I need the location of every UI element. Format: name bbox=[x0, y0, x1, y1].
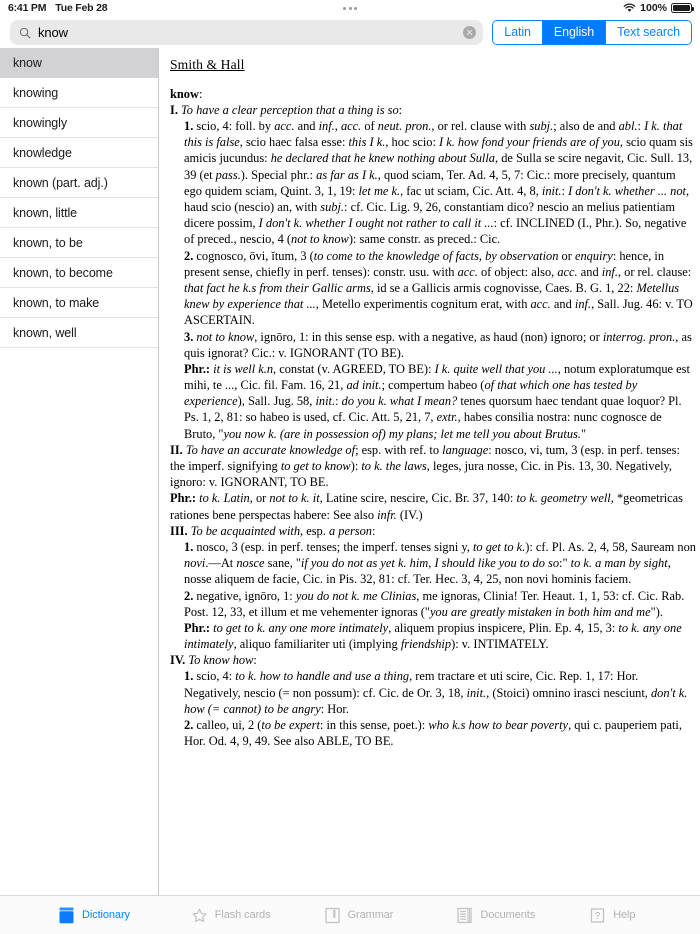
entry-body bbox=[170, 86, 696, 750]
sidebar-item-knowingly[interactable] bbox=[0, 108, 158, 138]
content-area bbox=[0, 48, 700, 895]
entry-block: 2. negative, ignōro, 1: you do not k. me Clinias, me ignoras, Clinia! Ter. Heaut. 1, 1, 53: cf. Cic. Rab. Post. 12, 33, et illum et me vehementer ignoras ("you are greatly mistaken in both him and me"). bbox=[184, 588, 685, 619]
sidebar-item-label: known, to become bbox=[13, 265, 113, 280]
sidebar-item-know[interactable] bbox=[0, 48, 158, 78]
entry-block: 1. scio, 4: to k. how to handle and use a thing, rem tractare et uti scire, Cic. Rep. 1, 17: Hor. Negatively, nescio (= non possum): cf. Cic. de Or. 3, 18, init., (Stoici) omnino irasci nesciunt, don't k. how (= cannot) to be angry: Hor. bbox=[184, 669, 688, 716]
search-icon bbox=[19, 26, 31, 38]
sidebar-item-known-well[interactable] bbox=[0, 318, 158, 348]
entry-headword: know: bbox=[170, 86, 203, 101]
entry-block: Phr.: to k. Latin, or not to k. it, Latine scire, nescire, Cic. Br. 37, 140: to k. geometry well, *geometricas rationes bene perspectas habere: See also infr. (IV.) bbox=[170, 491, 684, 522]
entry-block: 3. not to know, ignōro, 1: in this sense esp. with a negative, as haud (non) ignoro; or interrog. pron., as quis ignorat? Cic.: v. IGNORANT (TO BE). bbox=[184, 329, 692, 360]
sidebar-item-known-to-make[interactable] bbox=[0, 288, 158, 318]
status-bar-left bbox=[8, 2, 107, 14]
search-scope-segmented-control[interactable] bbox=[492, 20, 692, 45]
battery-full-icon bbox=[671, 3, 692, 13]
sidebar-item-label: known, little bbox=[13, 205, 78, 220]
entry-panel bbox=[159, 48, 700, 895]
sidebar-item-label: known, to make bbox=[13, 295, 100, 310]
entry-block: 2. calleo, ui, 2 (to be expert: in this sense, poet.): who k.s how to bear poverty, qui c. pauperiem pati, Hor. Od. 4, 9, 49. See also ABLE, TO BE. bbox=[184, 718, 682, 749]
entry-block: Phr.: to get to k. any one more intimately, aliquem propius inspicere, Plin. Ep. 4, 15, 3: to k. any one intimately, aliquo familiariter uti (implying friendship): v. INTIMATELY. bbox=[184, 620, 682, 652]
sidebar-item-known-little[interactable] bbox=[0, 198, 158, 228]
status-bar bbox=[0, 0, 700, 16]
entry-block: IV. To know how: bbox=[170, 653, 257, 668]
status-bar-right bbox=[623, 2, 692, 14]
more-dots-icon bbox=[343, 7, 357, 10]
sidebar-item-label: knowledge bbox=[13, 145, 72, 160]
document-lines-icon bbox=[456, 906, 473, 925]
entry-block: 1. nosco, 3 (esp. in perf. tenses; the imperf. tenses signi y, to get to k.): cf. Pl. As. 2, 4, 58, Sauream non novi.—At nosce sane, "if you do not as yet k. him, I should like you to do so:" to k. a man by sight, nosse aliquem de facie, Cic. in Pis. 32, 81: cf. Ter. Hec. 3, 4, 25, non novi hominis faciem. bbox=[184, 539, 696, 587]
tab-grammar[interactable] bbox=[284, 906, 417, 925]
question-mark-icon bbox=[589, 906, 606, 925]
sidebar-item-knowing[interactable] bbox=[0, 78, 158, 108]
tab-dictionary[interactable] bbox=[18, 906, 151, 925]
sidebar-item-label: known, to be bbox=[13, 235, 83, 250]
sidebar-item-known-part-adj[interactable] bbox=[0, 168, 158, 198]
tab-help-label: Help bbox=[613, 909, 636, 921]
battery-percent: 100% bbox=[640, 2, 667, 14]
open-book-icon bbox=[324, 906, 341, 925]
segment-latin[interactable]: Latin bbox=[493, 21, 543, 44]
entry-block: III. To be acquainted with, esp. a person: bbox=[170, 523, 376, 538]
tab-grammar-label: Grammar bbox=[347, 909, 394, 921]
tab-documents[interactable] bbox=[416, 906, 549, 925]
star-icon bbox=[191, 906, 208, 925]
clear-circle-icon[interactable] bbox=[463, 26, 476, 39]
search-value: know bbox=[38, 24, 68, 40]
tab-bar bbox=[0, 895, 700, 934]
sidebar-item-label: knowingly bbox=[13, 115, 67, 130]
sidebar-item-label: know bbox=[13, 55, 42, 70]
headword-list[interactable] bbox=[0, 48, 159, 895]
wifi-icon bbox=[623, 3, 636, 13]
sidebar-item-label: known, well bbox=[13, 325, 77, 340]
tab-flash-cards-label: Flash cards bbox=[214, 909, 271, 921]
segment-english[interactable]: English bbox=[543, 21, 606, 44]
sidebar-item-knowledge[interactable] bbox=[0, 138, 158, 168]
dictionary-source-link[interactable]: Smith & Hall bbox=[170, 57, 245, 72]
status-time: 6:41 PM bbox=[8, 2, 47, 14]
svg-text:?: ? bbox=[594, 910, 601, 922]
entry-block: I. To have a clear perception that a thing is so: bbox=[170, 102, 403, 117]
tab-flash-cards[interactable] bbox=[151, 906, 284, 925]
entry-block: Phr.: it is well k.n, constat (v. AGREED, TO BE): I k. quite well that you ..., notum exploratumque est mihi, te ..., Cic. fil. Fam. 16, 21, ad init.; compertum habeo (of that which one has tested by experience), Sall. Jug. 58, init.: do you k. what I mean? tenes quorsum haec tendant quae loquor? Pl. Ps. 1, 2, 81: so habeo is used, cf. Cic. Att. 5, 21, 7, extr., habes consilia nostra: nunc cognosce de Bruto, "you now k. (are in possession of) my plans; let me tell you about Brutus." bbox=[184, 361, 690, 441]
dictionary-book-icon bbox=[58, 906, 75, 925]
sidebar-item-known-to-become[interactable] bbox=[0, 258, 158, 288]
entry-block: 2. cognosco, ōvi, ĭtum, 3 (to come to the knowledge of facts, by observation or enquiry: hence, in present sense, chiefly in perf. tenses): constr. usu. with acc. of object: also, acc. and inf., or rel. clause: that fact he k.s from their Gallic arms, id se a Gallicis armis cognovisse, Caes. B. G. 1, 22: Metellus knew by experience that ..., Metello experimentis cognitum erat, with acc. and inf., Sall. Jug. 46: v. TO ASCERTAIN. bbox=[184, 248, 693, 328]
entry-block: 1. scio, 4: foll. by acc. and inf., acc. of neut. pron., or rel. clause with subj.; also de and abl.: I k. that this is false, scio haec falsa esse: this I k., hoc scio: I k. how fond your friends are of you, scio quam sis amicis jucundus: he declared that he knew nothing about Sulla, de Sulla se scire negavit, Cic. Sull. 13, 39 (et pass.). Special phr.: as far as I k., quod sciam, Ter. Ad. 4, 5, 7: Cic.: more precisely, quantum ego quidem sciam, Quint. 3, 1, 19: let me k., fac ut sciam, Cic. Att. 4, 8, init.: I don't k. whether ... not, haud scio (nescio) an, with subj.: cf. Cic. Lig. 9, 26, constantiam dico? nescio an melius patientiam dicere possim, I don't k. whether I ought not rather to call it ...: cf. INCLINED (I., Phr.). So, negative of preced., nescio, 4 (not to know): same constr. as preced.: Cic. bbox=[184, 119, 693, 247]
sidebar-item-known-to-be[interactable] bbox=[0, 228, 158, 258]
tab-help[interactable] bbox=[549, 906, 682, 925]
search-row bbox=[0, 16, 700, 48]
segment-text-search[interactable]: Text search bbox=[606, 21, 691, 44]
tab-dictionary-label: Dictionary bbox=[82, 909, 130, 921]
search-input[interactable] bbox=[10, 20, 483, 45]
entry-block: II. To have an accurate knowledge of; esp. with ref. to language: nosco, vi, tum, 3 (esp. in perf. tenses: the imperf. signifying to get to know): to k. the laws, leges, jura nosse, Cic. in Pis. 13, 30. Negatively, ignoro: v. IGNORANT, TO BE. bbox=[170, 442, 680, 490]
tab-documents-label: Documents bbox=[480, 909, 536, 921]
status-date: Tue Feb 28 bbox=[55, 2, 108, 14]
sidebar-item-label: known (part. adj.) bbox=[13, 175, 108, 190]
sidebar-item-label: knowing bbox=[13, 85, 59, 100]
